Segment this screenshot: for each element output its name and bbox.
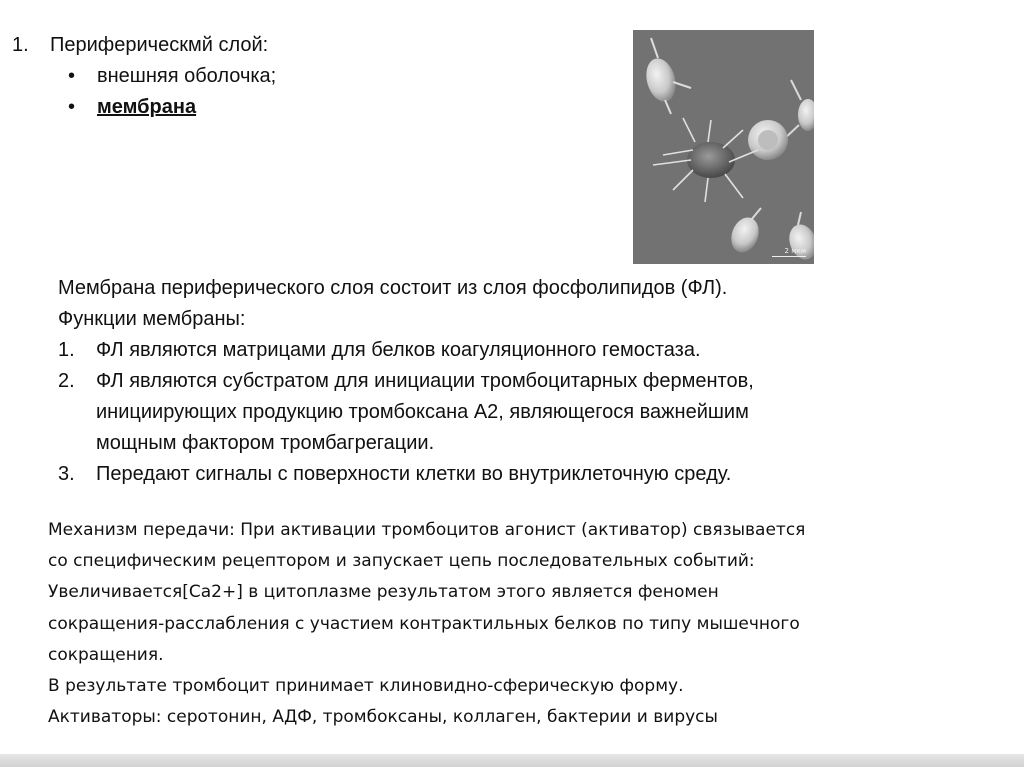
function-number: 3. xyxy=(58,463,75,485)
paragraph-line: Механизм передачи: При активации тромбоцитов агонист (активатор) связывается xyxy=(48,520,806,540)
paragraph-line: со специфическим рецептором и запускает цепь последовательных событий: xyxy=(48,551,755,572)
bullet-item xyxy=(12,92,276,123)
function-item xyxy=(58,366,978,459)
peripheral-layer-list xyxy=(12,30,276,123)
function-line: ФЛ являются субстратом для инициации тромбоцитарных ферментов, xyxy=(96,370,754,392)
bullet-text: внешняя оболочка; xyxy=(97,65,277,87)
function-item xyxy=(58,335,978,366)
bottom-edge xyxy=(0,754,1024,767)
function-line: мощным фактором тромбагрегации. xyxy=(96,432,435,454)
micrograph-image xyxy=(633,30,814,264)
function-number: 2. xyxy=(58,370,75,392)
bullet-icon: • xyxy=(68,65,76,87)
intro-line: Мембрана периферического слоя состоит из слоя фосфолипидов (ФЛ). xyxy=(58,277,728,299)
paragraph-line: В результате тромбоцит принимает клиновидно-сферическую форму. xyxy=(48,676,684,697)
function-number: 1. xyxy=(58,339,75,361)
paragraph-line: Увеличивается[Са2+] в цитоплазме результатом этого является феномен xyxy=(48,582,719,603)
functions-list xyxy=(58,335,978,490)
function-item xyxy=(58,459,978,490)
bullet-icon: • xyxy=(68,96,76,118)
scale-bar xyxy=(772,256,806,257)
transmission-mechanism-block xyxy=(48,515,988,733)
bullet-item xyxy=(12,61,276,92)
list-heading: Периферическмй слой: xyxy=(50,34,269,56)
paragraph-line: сокращения. xyxy=(48,644,164,665)
bullet-text: мембрана xyxy=(97,96,197,118)
function-line: Передают сигналы с поверхности клетки во внутриклеточную среду. xyxy=(96,463,732,485)
paragraph-line: Активаторы: серотонин, АДФ, тромбоксаны, коллаген, бактерии и вирусы xyxy=(48,707,718,728)
paragraph-line: сокращения-расслабления с участием контрактильных белков по типу мышечного xyxy=(48,613,800,634)
scale-label: 2 мкм xyxy=(784,247,806,255)
membrane-functions-block xyxy=(58,273,978,490)
list-heading-row xyxy=(12,30,276,61)
function-line: ФЛ являются матрицами для белков коагуляционного гемостаза. xyxy=(96,339,701,361)
function-line: инициирующих продукцию тромбоксана А2, являющегося важнейшим xyxy=(96,401,749,423)
intro-line: Функции мембраны: xyxy=(58,308,246,330)
list-number: 1. xyxy=(12,34,29,56)
platelet-micrograph xyxy=(633,30,814,264)
